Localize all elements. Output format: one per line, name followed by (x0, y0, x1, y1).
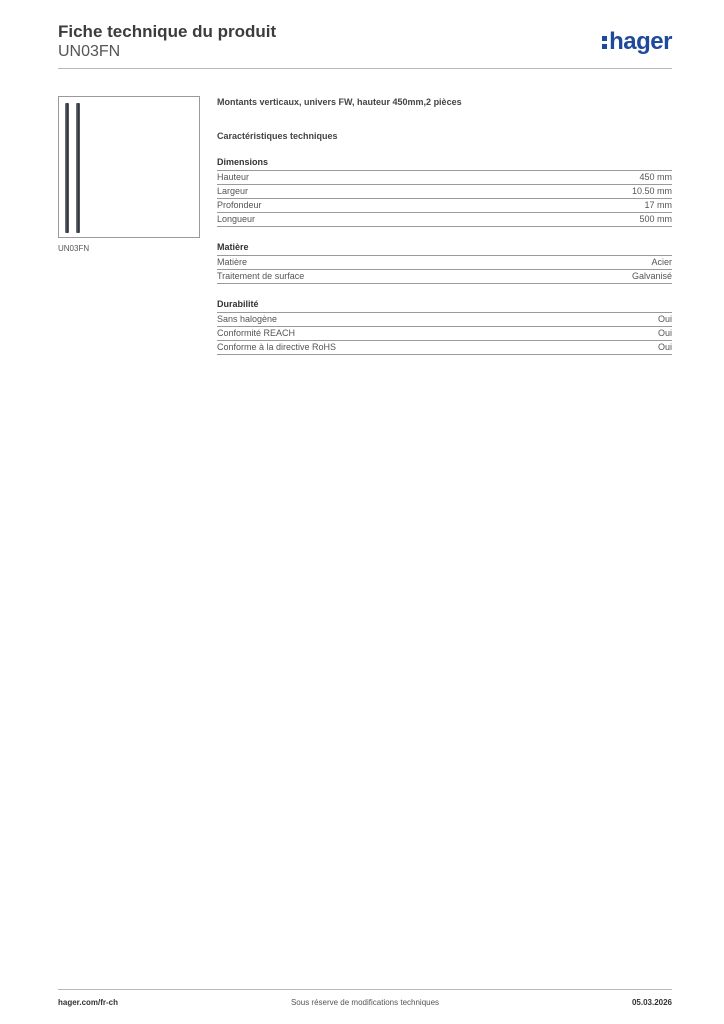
spec-group-material (217, 241, 672, 284)
group-title: Durabilité (217, 299, 259, 309)
spec-row (217, 198, 672, 212)
footer-divider (58, 989, 672, 990)
upright-bar-icon (76, 103, 80, 233)
spec-value: Oui (657, 342, 672, 352)
spec-value: Galvanisé (631, 271, 672, 281)
spec-value: Acier (651, 257, 672, 267)
spec-label: Profondeur (217, 200, 262, 210)
hager-logo[interactable] (602, 28, 672, 56)
specs-heading: Caractéristiques techniques (217, 131, 338, 141)
spec-row (217, 340, 672, 355)
spec-label: Conformité REACH (217, 328, 296, 338)
spec-row (217, 255, 672, 269)
footer-website-link[interactable]: hager.com/fr-ch (58, 998, 119, 1007)
page-header (58, 22, 672, 68)
footer-notice: Sous réserve de modifications techniques (290, 998, 440, 1007)
spec-row (217, 184, 672, 198)
spec-row (217, 269, 672, 284)
spec-label: Longueur (217, 214, 256, 224)
footer-date: 05.03.2026 (631, 998, 672, 1007)
page-title: Fiche technique du produit (58, 22, 277, 41)
spec-label: Largeur (217, 186, 249, 196)
logo-text: hager (609, 28, 672, 55)
product-content (217, 96, 672, 355)
spec-label: Hauteur (217, 172, 250, 182)
spec-value: 500 mm (639, 214, 672, 224)
upright-bar-icon (65, 103, 69, 233)
header-divider (58, 68, 672, 69)
spec-row (217, 212, 672, 227)
spec-group-dimensions (217, 156, 672, 227)
spec-value: Oui (657, 328, 672, 338)
spec-value: 17 mm (644, 200, 672, 210)
spec-label: Sans halogène (217, 314, 278, 324)
spec-group-durability (217, 298, 672, 355)
image-caption: UN03FN (58, 244, 90, 253)
group-title: Dimensions (217, 157, 269, 167)
spec-value: 10.50 mm (631, 186, 672, 196)
spec-row (217, 170, 672, 184)
spec-row (217, 326, 672, 340)
group-title: Matière (217, 242, 249, 252)
spec-label: Matière (217, 257, 248, 267)
product-image (58, 96, 200, 238)
spec-label: Conforme à la directive RoHS (217, 342, 337, 352)
spec-row (217, 312, 672, 326)
spec-label: Traitement de surface (217, 271, 305, 281)
product-code: UN03FN (58, 43, 121, 60)
logo-dots-icon (602, 34, 608, 50)
spec-value: Oui (657, 314, 672, 324)
product-description: Montants verticaux, univers FW, hauteur 450mm,2 pièces (217, 97, 462, 107)
spec-value: 450 mm (639, 172, 672, 182)
